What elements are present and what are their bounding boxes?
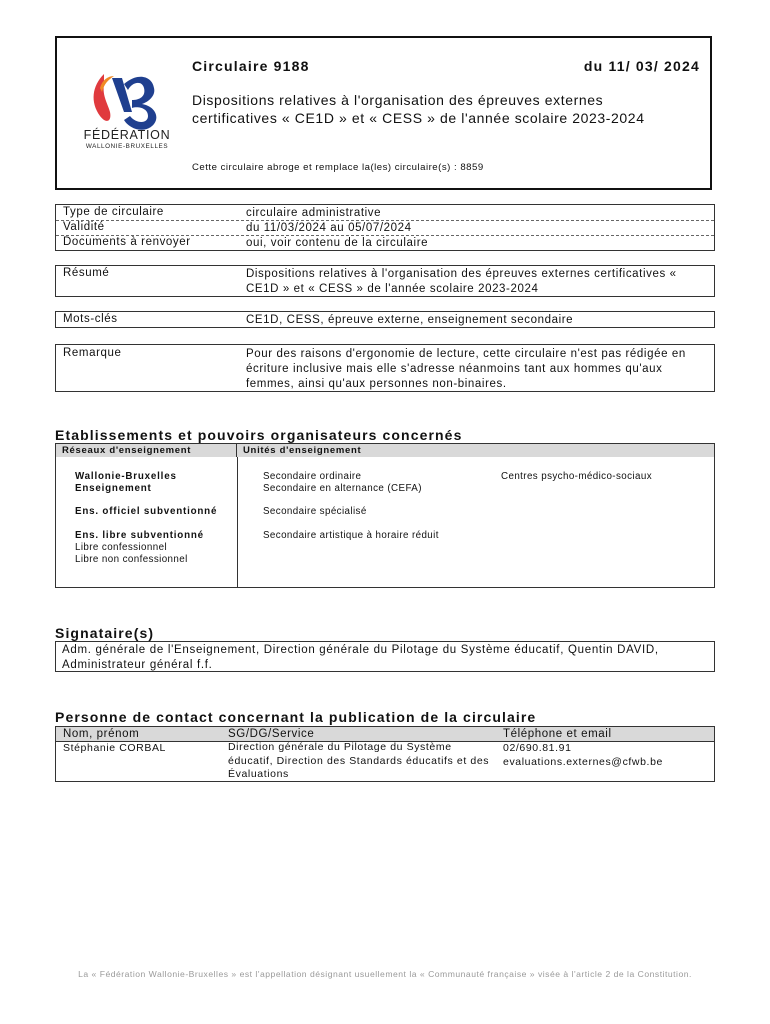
type-value: circulaire administrative xyxy=(246,207,382,219)
unite-cpms: Centres psycho-médico-sociaux xyxy=(501,471,652,482)
mots-label: Mots-clés xyxy=(63,313,118,325)
contact-header-row xyxy=(56,727,714,742)
circular-date: du 11/ 03/ 2024 xyxy=(583,58,700,74)
col-unites-header: Unités d'enseignement xyxy=(237,444,714,457)
reseau-wb-line2: Enseignement xyxy=(75,483,152,494)
mots-cles-box xyxy=(55,311,715,328)
reseau-libre: Ens. libre subventionné xyxy=(75,530,204,541)
reseau-officiel: Ens. officiel subventionné xyxy=(75,506,218,517)
contact-nom: Stéphanie CORBAL xyxy=(63,742,166,754)
etablissements-title: Etablissements et pouvoirs organisateurs concernés xyxy=(55,427,463,443)
docs-value: oui, voir contenu de la circulaire xyxy=(246,237,429,249)
logo-wordmark: FÉDÉRATION xyxy=(83,128,171,142)
remarque-label: Remarque xyxy=(63,347,122,359)
column-divider xyxy=(237,457,238,587)
validite-label: Validité xyxy=(63,221,105,233)
remarque-box xyxy=(55,344,715,392)
logo-red-shape xyxy=(94,74,111,121)
contact-title: Personne de contact concernant la publication de la circulaire xyxy=(55,709,537,725)
row-documents xyxy=(56,236,714,250)
signataire-text: Adm. générale de l'Enseignement, Direction générale du Pilotage du Système éducatif, Quentin DAVID, Administrateur général f.f. xyxy=(55,641,715,672)
signataire-title: Signataire(s) xyxy=(55,625,155,641)
resume-value: Dispositions relatives à l'organisation des épreuves externes certificatives « CE1D » et « CESS » de l'année scolaire 2023-2024 xyxy=(246,268,677,295)
unite-artistique: Secondaire artistique à horaire réduit xyxy=(263,530,439,541)
unite-secondaire-ordinaire: Secondaire ordinaire xyxy=(263,471,362,482)
remarque-value: Pour des raisons d'ergonomie de lecture, cette circulaire n'est pas rédigée en écriture inclusive mais elle s'adresse néanmoins tant aux hommes qu'aux femmes, ainsi qu'aux personnes non-binaires. xyxy=(246,348,686,390)
unite-alternance: Secondaire en alternance (CEFA) xyxy=(263,483,422,494)
footer-note: La « Fédération Wallonie-Bruxelles » est l'appellation désignant usuellement la « Communauté française » visée à l'article 2 de la Constitution. xyxy=(78,969,692,979)
circular-number: Circulaire 9188 xyxy=(192,58,310,74)
resume-label: Résumé xyxy=(63,267,110,279)
reseau-libre-non-confessionnel: Libre non confessionnel xyxy=(75,554,188,565)
info-table xyxy=(55,204,715,251)
contact-email[interactable]: evaluations.externes@cfwb.be xyxy=(503,756,663,768)
row-validite xyxy=(56,221,714,236)
contact-header-nom: Nom, prénom xyxy=(63,728,140,740)
contact-service: Direction générale du Pilotage du Système éducatif, Direction des Standards éducatifs et des Évaluations xyxy=(228,741,490,780)
logo-blue-shape xyxy=(112,77,156,130)
contact-table xyxy=(55,726,715,782)
contact-header-tel: Téléphone et email xyxy=(503,728,612,740)
reseau-libre-confessionnel: Libre confessionnel xyxy=(75,542,168,553)
logo-subtitle: WALLONIE-BRUXELLES xyxy=(85,143,169,150)
contact-header-service: SG/DG/Service xyxy=(228,728,315,740)
reseau-wb-line1: Wallonie-Bruxelles xyxy=(75,471,177,482)
abroge-note: Cette circulaire abroge et remplace la(les) circulaire(s) : 8859 xyxy=(192,162,484,173)
col-reseaux-header: Réseaux d'enseignement xyxy=(56,444,237,457)
contact-tel: 02/690.81.91 xyxy=(503,742,572,754)
mots-value: CE1D, CESS, épreuve externe, enseignement secondaire xyxy=(246,314,574,326)
type-label: Type de circulaire xyxy=(63,206,164,218)
circular-title: Dispositions relatives à l'organisation des épreuves externes certificatives « CE1D » et « CESS » de l'année scolaire 2023-2024 xyxy=(192,92,645,126)
docs-label: Documents à renvoyer xyxy=(63,236,191,248)
resume-box xyxy=(55,265,715,297)
validite-value: du 11/03/2024 au 05/07/2024 xyxy=(246,222,412,234)
etablissements-table xyxy=(55,443,715,588)
unite-specialise: Secondaire spécialisé xyxy=(263,506,367,517)
row-type xyxy=(56,206,714,221)
